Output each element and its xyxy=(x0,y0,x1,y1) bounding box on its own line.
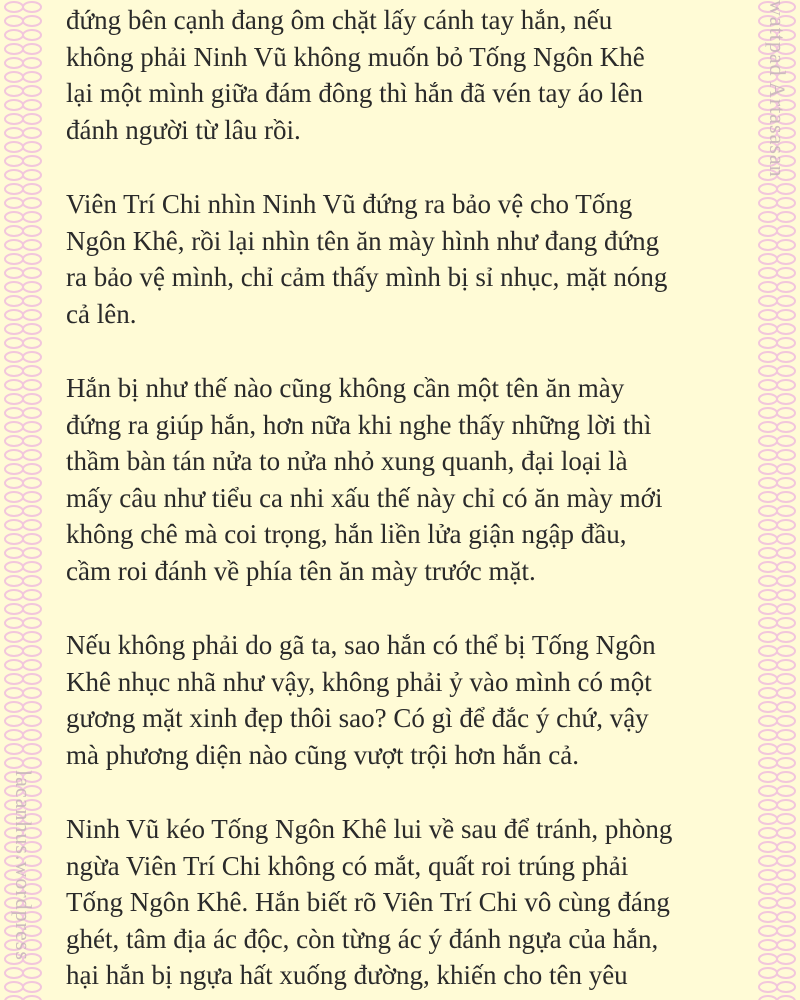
text-line: ra bảo vệ mình, chỉ cảm thấy mình bị sỉ nhục, mặt nóng xyxy=(66,262,668,292)
text-line: gương mặt xinh đẹp thôi sao? Có gì để đắc ý chứ, vậy xyxy=(66,703,649,733)
story-text xyxy=(66,2,756,1000)
paragraph-1 xyxy=(66,2,756,148)
text-line: mà phương diện nào cũng vượt trội hơn hắn cả. xyxy=(66,739,579,770)
text-line: không phải Ninh Vũ không muốn bỏ Tống Ngôn Khê xyxy=(66,41,645,72)
text-line: mấy câu như tiểu ca nhi xấu thế này chỉ có ăn mày mới xyxy=(66,482,663,513)
text-line: Ninh Vũ kéo Tống Ngôn Khê lui về sau để tránh, phòng xyxy=(66,814,673,844)
text-line: đứng ra giúp hắn, hơn nữa khi nghe thấy những lời thì xyxy=(66,409,652,440)
text-line: Ngôn Khê, rồi lại nhìn tên ăn mày hình như đang đứng xyxy=(66,225,660,256)
text-line: đánh người từ lâu rồi. xyxy=(66,114,301,145)
text-line: ghét, tâm địa ác độc, còn từng ác ý đánh ngựa của hắn, xyxy=(66,923,659,954)
text-line: cả lên. xyxy=(66,298,137,329)
text-line: đứng bên cạnh đang ôm chặt lấy cánh tay hắn, nếu xyxy=(66,5,613,35)
text-line: Khê nhục nhã như vậy, không phải ỷ vào mình có một xyxy=(66,666,652,697)
paragraph-5 xyxy=(66,811,756,994)
text-line: Viên Trí Chi nhìn Ninh Vũ đứng ra bảo vệ cho Tống xyxy=(66,189,633,219)
text-line: không chê mà coi trọng, hắn liền lửa giận ngập đầu, xyxy=(66,519,627,549)
text-line: Tống Ngôn Khê. Hắn biết rõ Viên Trí Chi vô cùng đáng xyxy=(66,887,670,917)
paragraph-3 xyxy=(66,370,756,589)
text-line: thầm bàn tán nửa to nửa nhỏ xung quanh, đại loại là xyxy=(66,446,628,476)
text-line: cầm roi đánh về phía tên ăn mày trước mặt. xyxy=(66,555,536,586)
text-line: ngừa Viên Trí Chi không có mắt, quất roi trúng phải xyxy=(66,850,629,881)
text-line: hại hắn bị ngựa hất xuống đường, khiến cho tên yêu xyxy=(66,960,628,990)
paragraph-4 xyxy=(66,627,756,773)
text-line: lại một mình giữa đám đông thì hắn đã vén tay áo lên xyxy=(66,78,644,108)
text-line: Hắn bị như thế nào cũng không cần một tên ăn mày xyxy=(66,373,625,403)
text-line: Nếu không phải do gã ta, sao hắn có thể bị Tống Ngôn xyxy=(66,630,656,660)
watermark-right: wattpad Artasasan xyxy=(765,0,790,178)
paragraph-2 xyxy=(66,186,756,332)
watermark-left: lacanhus.wordpress xyxy=(11,770,36,961)
